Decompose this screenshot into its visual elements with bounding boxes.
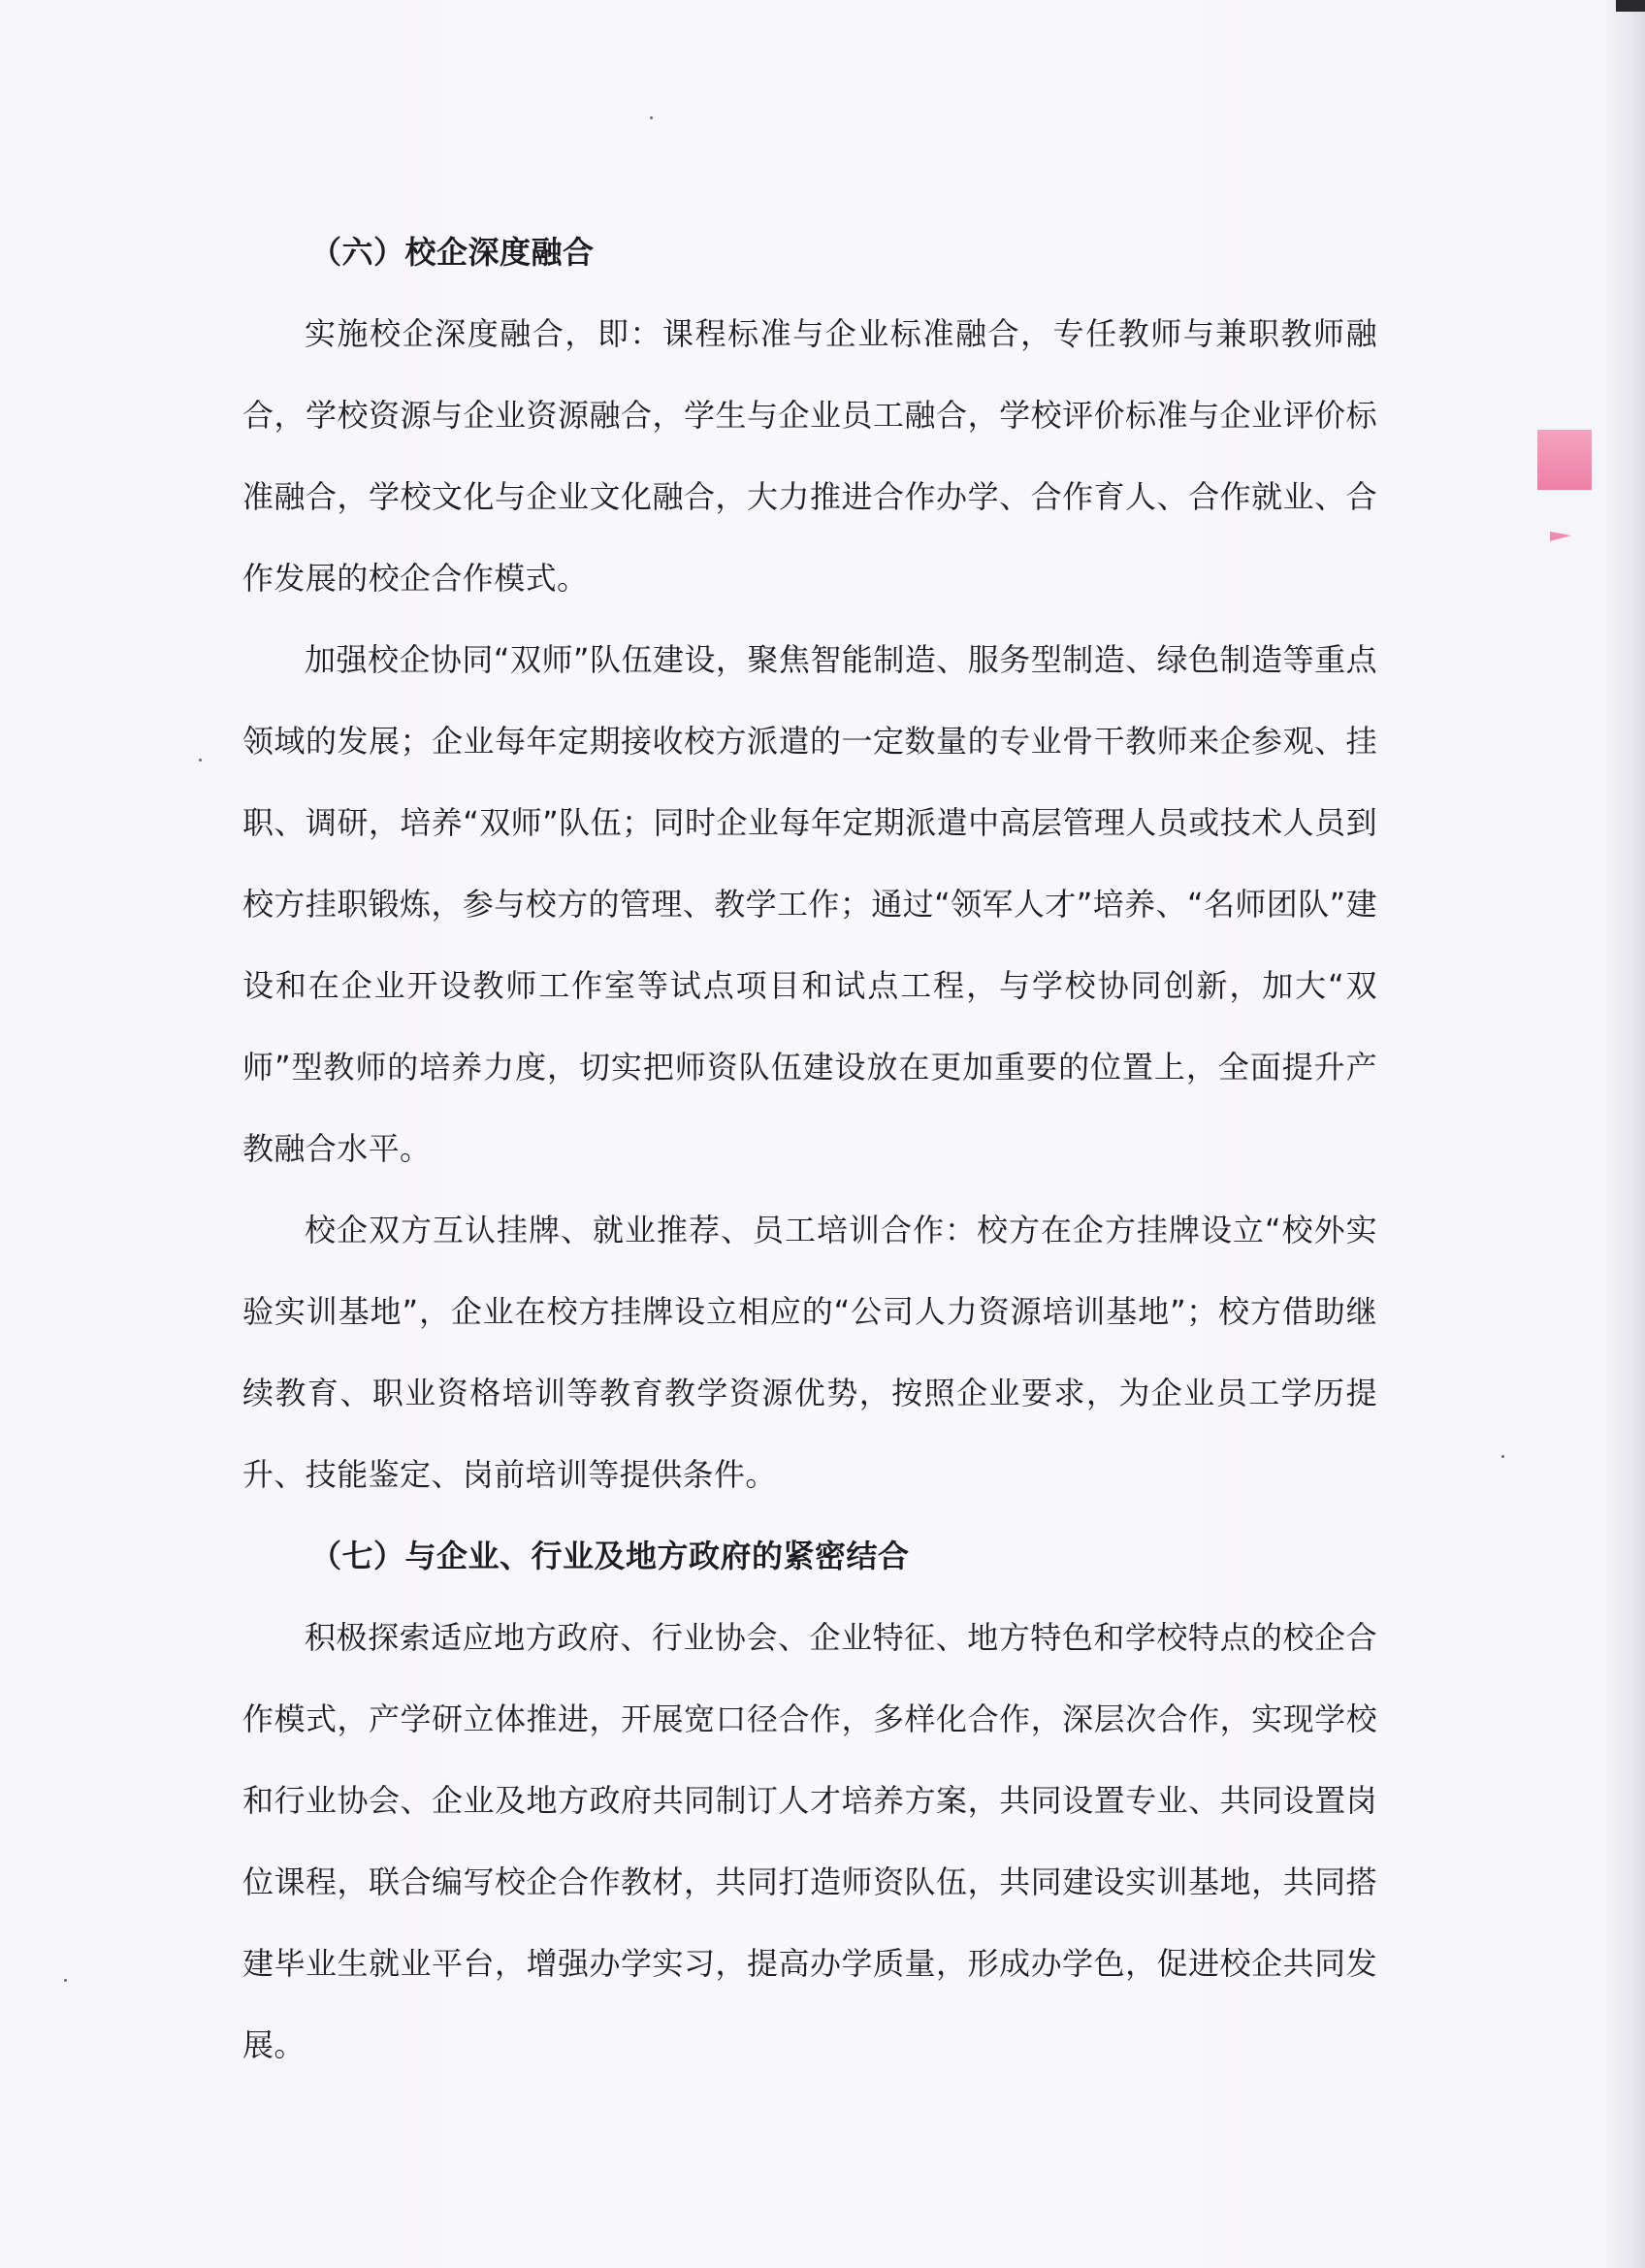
section-heading: （六）校企深度融合 <box>310 234 595 271</box>
scan-corner-mark <box>1616 0 1645 12</box>
paragraph: 加强校企协同“双师”队伍建设，聚焦智能制造、服务型制造、绿色制造等重点领域的发展；企业每年定期接收校方派遣的一定数量的专业骨干教师来企参观、挂职、调研，培养“双师”队伍；同时企业每年定期派遣中高层管理人员或技术人员到校方挂职锻炼，参与校方的管理、教学工作；通过“领军人才”培养、“名师团队”建设和在企业开设教师工作室等试点项目和试点工程，与学校协同创新，加大“双师”型教师的培养力度，切实把师资队伍建设放在更加重要的位置上，全面提升产教融合水平。 <box>242 641 1377 1167</box>
pink-sticky-tab <box>1537 430 1592 490</box>
scan-edge-shadow <box>1606 0 1645 2268</box>
document-body <box>242 211 1377 2086</box>
pink-marker-tick <box>1550 532 1571 541</box>
paragraph: 积极探索适应地方政府、行业协会、企业特征、地方特色和学校特点的校企合作模式，产学研立体推进，开展宽口径合作，多样化合作，深层次合作，实现学校和行业协会、企业及地方政府共同制订人才培养方案，共同设置专业、共同设置岗位课程，联合编写校企合作教材，共同打造师资队伍，共同建设实训基地，共同搭建毕业生就业平台，增强办学实习，提高办学质量，形成办学色，促进校企共同发展。 <box>242 1619 1377 2063</box>
dust-speck <box>199 759 202 761</box>
paragraph: 校企双方互认挂牌、就业推荐、员工培训合作：校方在企方挂牌设立“校外实验实训基地”，企业在校方挂牌设立相应的“公司人力资源培训基地”；校方借助继续教育、职业资格培训等教育教学资源优势，按照企业要求，为企业员工学历提升、技能鉴定、岗前培训等提供条件。 <box>242 1212 1377 1493</box>
dust-speck <box>64 1979 67 1982</box>
section-heading: （七）与企业、行业及地方政府的紧密结合 <box>310 1538 910 1574</box>
dust-speck <box>1501 1455 1504 1458</box>
dust-speck <box>650 116 653 119</box>
paragraph: 实施校企深度融合，即：课程标准与企业标准融合，专任教师与兼职教师融合，学校资源与企业资源融合，学生与企业员工融合，学校评价标准与企业评价标准融合，学校文化与企业文化融合，大力推进合作办学、合作育人、合作就业、合作发展的校企合作模式。 <box>242 315 1377 597</box>
